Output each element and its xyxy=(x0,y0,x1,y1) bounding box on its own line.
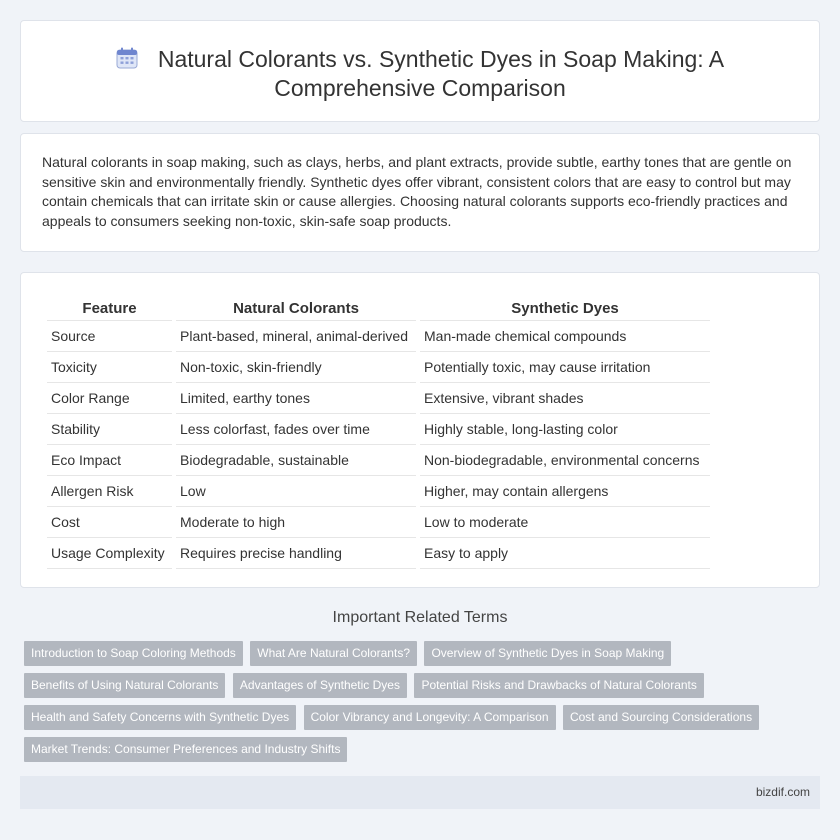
natural-cell: Requires precise handling xyxy=(176,538,416,569)
header-card xyxy=(20,20,820,122)
intro-paragraph: Natural colorants in soap making, such as clays, herbs, and plant extracts, provide subtle, earthy tones that are gentle on sensitive skin and environmentally friendly. Synthetic dyes offer vibrant, consistent colors that are easy to control but may contain chemicals that can irritate skin or cause allergies. Choosing natural colorants supports eco-friendly practices and appeals to consumers seeking non-toxic, skin-safe soap products. xyxy=(42,154,792,229)
natural-cell: Non-toxic, skin-friendly xyxy=(176,352,416,383)
synthetic-cell: Higher, may contain allergens xyxy=(420,476,710,507)
header-feature: Feature xyxy=(47,293,172,321)
natural-cell: Low xyxy=(176,476,416,507)
synthetic-cell: Potentially toxic, may cause irritation xyxy=(420,352,710,383)
natural-cell: Plant-based, mineral, animal-derived xyxy=(176,321,416,352)
table-row xyxy=(47,321,710,352)
feature-cell: Allergen Risk xyxy=(47,476,172,507)
footer xyxy=(20,776,820,809)
footer-site-link[interactable]: bizdif.com xyxy=(755,785,810,799)
comparison-card xyxy=(20,272,820,588)
feature-cell: Cost xyxy=(47,507,172,538)
related-terms-heading: Important Related Terms xyxy=(332,609,508,626)
calendar-icon xyxy=(116,47,138,69)
table-row xyxy=(47,352,710,383)
related-term-tag[interactable]: Advantages of Synthetic Dyes xyxy=(233,673,407,698)
synthetic-cell: Extensive, vibrant shades xyxy=(420,383,710,414)
natural-cell: Less colorfast, fades over time xyxy=(176,414,416,445)
related-term-tag[interactable]: What Are Natural Colorants? xyxy=(250,641,417,666)
natural-cell: Biodegradable, sustainable xyxy=(176,445,416,476)
feature-cell: Usage Complexity xyxy=(47,538,172,569)
natural-cell: Limited, earthy tones xyxy=(176,383,416,414)
related-term-tag[interactable]: Cost and Sourcing Considerations xyxy=(563,705,759,730)
table-header-row xyxy=(47,293,710,321)
related-term-tag[interactable]: Overview of Synthetic Dyes in Soap Making xyxy=(424,641,671,666)
synthetic-cell: Non-biodegradable, environmental concerns xyxy=(420,445,710,476)
synthetic-cell: Low to moderate xyxy=(420,507,710,538)
related-term-tag[interactable]: Color Vibrancy and Longevity: A Comparison xyxy=(304,705,556,730)
table-row xyxy=(47,383,710,414)
table-row xyxy=(47,507,710,538)
related-term-tag[interactable]: Potential Risks and Drawbacks of Natural Colorants xyxy=(414,673,703,698)
header-synthetic-dyes: Synthetic Dyes xyxy=(420,293,710,321)
related-terms-list xyxy=(24,641,804,769)
related-term-tag[interactable]: Benefits of Using Natural Colorants xyxy=(24,673,225,698)
related-term-tag[interactable]: Market Trends: Consumer Preferences and Industry Shifts xyxy=(24,737,347,762)
page-title-text: Natural Colorants vs. Synthetic Dyes in Soap Making: A Comprehensive Comparison xyxy=(157,46,725,101)
synthetic-cell: Highly stable, long-lasting color xyxy=(420,414,710,445)
table-row xyxy=(47,445,710,476)
table-row xyxy=(47,476,710,507)
feature-cell: Stability xyxy=(47,414,172,445)
synthetic-cell: Man-made chemical compounds xyxy=(420,321,710,352)
table-row xyxy=(47,414,710,445)
feature-cell: Eco Impact xyxy=(47,445,172,476)
related-term-tag[interactable]: Health and Safety Concerns with Synthetic Dyes xyxy=(24,705,296,730)
feature-cell: Toxicity xyxy=(47,352,172,383)
page-title xyxy=(21,45,819,103)
synthetic-cell: Easy to apply xyxy=(420,538,710,569)
table-row xyxy=(47,538,710,569)
related-term-tag[interactable]: Introduction to Soap Coloring Methods xyxy=(24,641,243,666)
header-natural-colorants: Natural Colorants xyxy=(176,293,416,321)
feature-cell: Color Range xyxy=(47,383,172,414)
comparison-table xyxy=(43,293,714,569)
feature-cell: Source xyxy=(47,321,172,352)
intro-card xyxy=(20,133,820,252)
natural-cell: Moderate to high xyxy=(176,507,416,538)
